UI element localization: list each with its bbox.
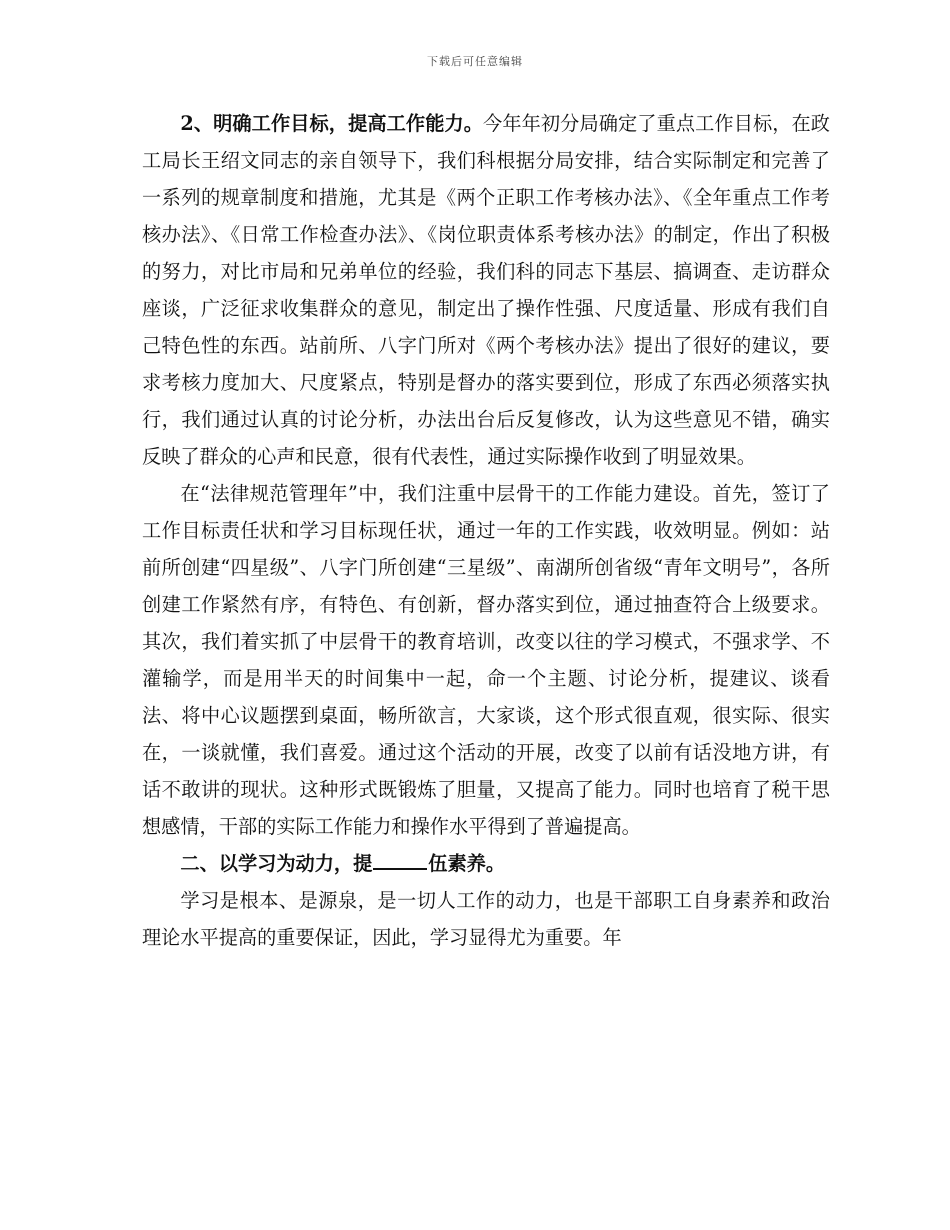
blank-underline [373, 846, 427, 870]
paragraph-study-importance: 学习是根本、是源泉，是一切人工作的动力，也是干部职工自身素养和政治理论水平提高的重要保证，因此，学习显得尤为重要。年 [142, 889, 830, 949]
paragraph-body-text: 今年年初分局确定了重点工作目标，在政工局长王绍文同志的亲自领导下，我们科根据分局安排，结合实际制定和完善了一系列的规章制度和措施，尤其是《两个正职工作考核办法》、《全年重点工作考核办法》、《日常工作检查办法》、《岗位职责体系考核办法》的制定，作出了积极的努力，对比市局和兄弟单位的经验，我们科的同志下基层、搞调查、走访群众座谈，广泛征求收集群众的意见，制定出了操作性强、尺度适量、形成有我们自己特色性的东西。站前所、八字门所对《两个考核办法》提出了很好的建议，要求考核力度加大、尺度紧点，特别是督办的落实要到位，形成了东西必须落实执行，我们通过认真的讨论分析，办法出台后反复修改，认为这些意见不错，确实反映了群众的心声和民意，很有代表性，通过实际操作收到了明显效果。 [142, 112, 830, 468]
section-heading-study [142, 845, 830, 882]
paragraph-legal-management: 在“法律规范管理年”中，我们注重中层骨干的工作能力建设。首先，签订了工作目标责任状和学习目标现任状，通过一年的工作实践，收效明显。例如：站前所创建“四星级”、八字门所创建“三星级”、南湖所创省级“青年文明号”，各所创建工作紧然有序，有特色、有创新，督办落实到位，通过抽查符合上级要求。其次，我们着实抓了中层骨干的教育培训，改变以往的学习模式，不强求学、不灌输学，而是用半天的时间集中一起，命一个主题、讨论分析，提建议、谈看法、将中心议题摆到桌面，畅所欲言，大家谈，这个形式很直观，很实际、很实在，一谈就懂，我们喜爱。通过这个活动的开展，改变了以前有话没地方讲，有话不敢讲的现状。这种形式既锻炼了胆量，又提高了能力。同时也培育了税干思想感情，干部的实际工作能力和操作水平得到了普遍提高。 [142, 482, 830, 838]
section-heading-text-end: 伍素养。 [428, 852, 506, 875]
paragraph-lead-heading: 2、明确工作目标，提高工作能力。 [180, 112, 484, 135]
section-heading-text-start: 二、以学习为动力，提 [180, 852, 373, 875]
page-header-note: 下载后可任意编辑 [427, 55, 523, 68]
paragraph-work-goals [142, 105, 830, 475]
document-body [142, 105, 830, 956]
